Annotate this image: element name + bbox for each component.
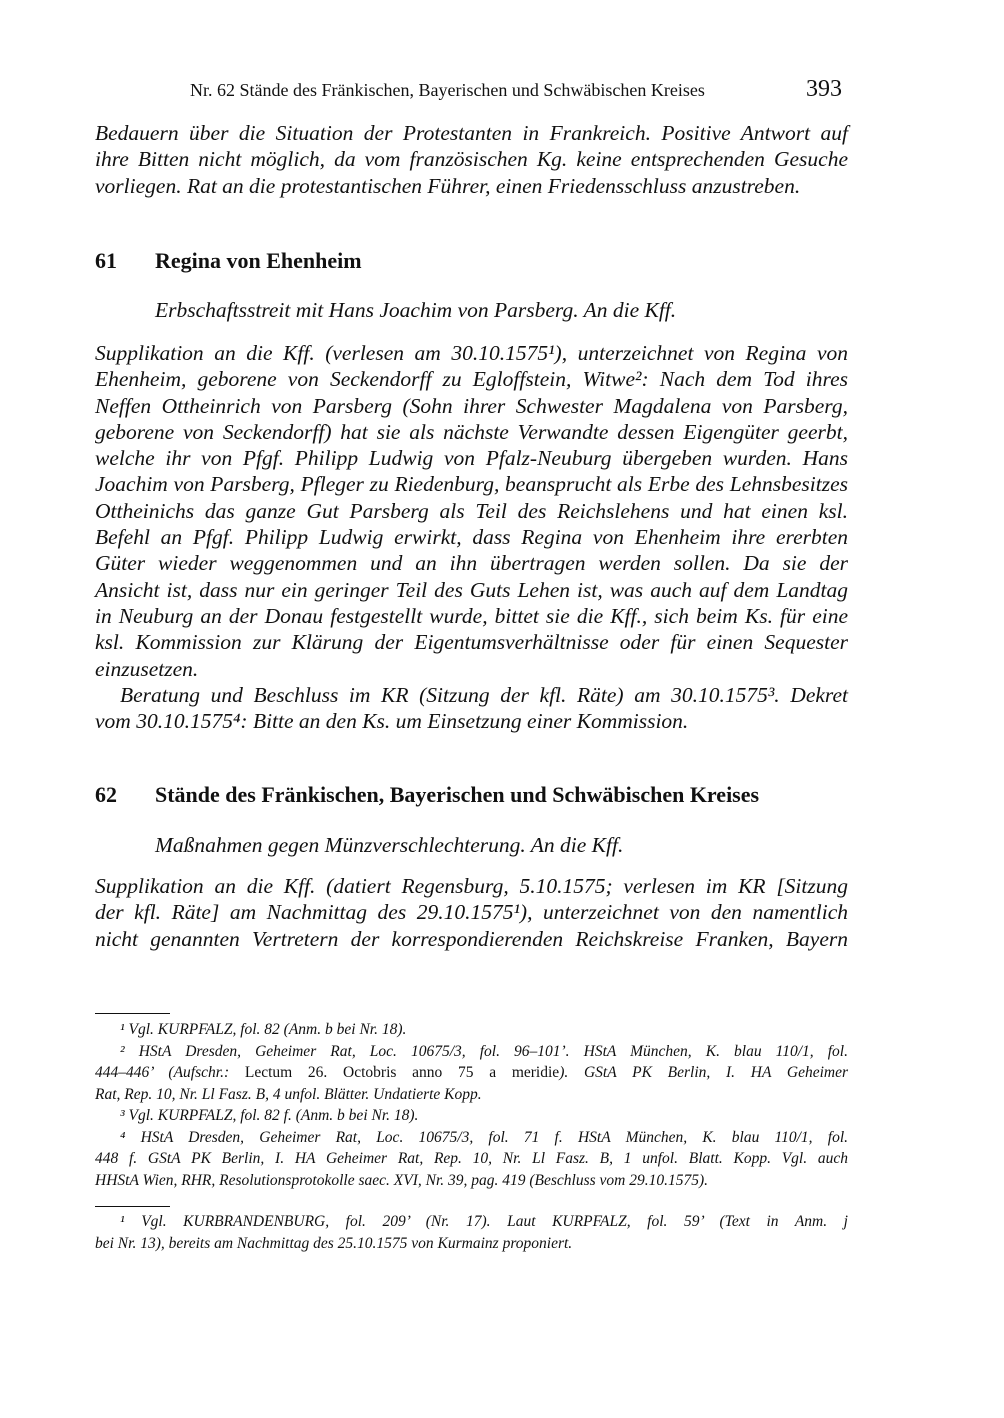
entry-62-body [95, 873, 848, 952]
text-segment: Ansicht ist, dass nur ein geringer Teil des Guts Lehen ist, was auch auf dem Landtag [95, 577, 848, 602]
text-segment: ¹ Vgl. KURPFALZ, fol. 82 (Anm. b bei Nr. 18). [120, 1021, 407, 1038]
footnote-line [95, 1233, 848, 1255]
text-segment: vom 30.10.1575⁴: Bitte an den Ks. um Einsetzung einer Kommission. [95, 709, 689, 734]
text-segment: Supplikation an die Kff. (verlesen am 30.10.1575¹), unterzeichnet von Regina von [95, 341, 848, 365]
text-segment: Güter wieder weggenommen und an ihn übertragen werden sollen. Da sie der [95, 551, 848, 576]
text-segment: geborene von Seckendorff) hat sie als nächste Verwandte dessen Eigengüter geerbt, [95, 419, 848, 444]
text-segment: welche ihr von Pfgf. Philipp Ludwig von Pfalz-Neuburg übergeben wurden. Hans [95, 446, 848, 471]
text-line [95, 524, 848, 550]
text-segment: nicht genannten Vertretern der korrespondierenden Reichskreise Franken, Bayern [95, 926, 848, 951]
text-line [95, 682, 848, 708]
entry-title: Regina von Ehenheim [155, 248, 362, 273]
text-segment: ksl. Kommission zur Klärung der Eigentumsverhältnisse oder für einen Sequester [95, 630, 848, 655]
text-segment: Ehenheim, geborene von Seckendorff zu Egloffstein, Witwe²: Nach dem Tod ihres [95, 367, 848, 392]
text-segment: ² HStA Dresden, Geheimer Rat, Loc. 10675/3, fol. 96–101’. HStA München, K. blau 110/1, fol. [120, 1042, 848, 1060]
footnote-line [95, 1084, 848, 1106]
text-line [95, 173, 848, 199]
text-segment: HHStA Wien, RHR, Resolutionsprotokolle saec. XVI, Nr. 39, pag. 419 (Beschluss vom 29.10.1575). [95, 1171, 709, 1189]
text-line [95, 366, 848, 392]
text-segment: 448 f. GStA PK Berlin, I. HA Geheimer Rat, Rep. 10, Nr. Ll Fasz. B, 1 unfol. Blatt. Kopp. Vgl. auch [95, 1150, 848, 1167]
entry-61-body [95, 340, 848, 682]
entry-62-subtitle: Maßnahmen gegen Münzverschlechterung. An die Kff. [155, 833, 624, 857]
text-line [95, 340, 848, 366]
text-line [95, 471, 848, 497]
footnote-line [95, 1062, 848, 1084]
entry-title: Stände des Fränkischen, Bayerischen und Schwäbischen Kreises [155, 782, 760, 807]
text-line [95, 419, 848, 445]
entry-number: 62 [95, 782, 117, 807]
text-segment: Bedauern über die Situation der Protestanten in Frankreich. Positive Antwort auf [95, 121, 848, 145]
text-segment: 444–446’ (Aufschr.: [95, 1064, 245, 1081]
footnotes-62 [95, 1211, 848, 1254]
text-segment: Joachim von Parsberg, Pfleger zu Riedenburg, beansprucht als Erbe des Lehnsbesitzes [95, 472, 848, 497]
text-segment: ⁴ HStA Dresden, Geheimer Rat, Loc. 10675/3, fol. 71 f. HStA München, K. blau 110/1, fol. [120, 1128, 848, 1146]
text-line [95, 899, 848, 925]
text-line [95, 120, 848, 146]
footnote-line [95, 1211, 848, 1233]
text-line [95, 577, 848, 603]
text-segment: ). GStA PK Berlin, I. HA Geheimer [559, 1064, 848, 1081]
page-number: 393 [806, 76, 842, 102]
text-segment: Ottheinichs das ganze Gut Parsberg als Teil des Reichslehens und hat einen ksl. [95, 498, 848, 523]
text-segment: ¹ Vgl. KURBRANDENBURG, fol. 209’ (Nr. 17). Laut KURPFALZ, fol. 59’ (Text in Anm. j [120, 1213, 848, 1230]
entry-61-heading [95, 248, 362, 274]
roman-quotation: Lectum 26. Octobris anno 75 a meridie [244, 1064, 560, 1081]
text-line [95, 603, 848, 629]
footnote-line [95, 1105, 848, 1127]
text-segment: Supplikation an die Kff. (datiert Regensburg, 5.10.1575; verlesen im KR [Sitzung [95, 874, 848, 898]
text-segment: Befehl an Pfgf. Philipp Ludwig erwirkt, dass Regina von Ehenheim ihre ererbten [95, 525, 848, 550]
text-line [95, 498, 848, 524]
text-line [95, 146, 848, 172]
text-line [95, 708, 848, 734]
footnotes-61 [95, 1019, 848, 1191]
running-header: Nr. 62 Stände des Fränkischen, Bayerischen und Schwäbischen Kreises [190, 80, 705, 100]
text-segment: der kfl. Räte] am Nachmittag des 29.10.1575¹), unterzeichnet von den namentlich [95, 900, 848, 925]
footnote-line [95, 1148, 848, 1170]
text-segment: bei Nr. 13), bereits am Nachmittag des 25.10.1575 von Kurmainz proponiert. [95, 1234, 573, 1252]
text-line [95, 656, 848, 682]
text-line [95, 393, 848, 419]
text-segment: in Neuburg an der Donau festgestellt wurde, bittet sie die Kff., sich beim Ks. für eine [95, 603, 848, 628]
text-line [95, 873, 848, 899]
footnote-line [95, 1127, 848, 1149]
text-line [95, 926, 848, 952]
text-line [95, 550, 848, 576]
entry-number: 61 [95, 248, 117, 273]
footnote-rule [95, 1206, 170, 1207]
entry-61-subtitle: Erbschaftsstreit mit Hans Joachim von Parsberg. An die Kff. [155, 298, 677, 322]
text-segment: Neffen Ottheinrich von Parsberg (Sohn ihrer Schwester Magdalena von Parsberg, [95, 393, 848, 418]
entry-62-heading [95, 782, 759, 808]
text-segment: einzusetzen. [95, 656, 199, 681]
footnote-line [95, 1019, 848, 1041]
text-line [95, 629, 848, 655]
intro-paragraph [95, 120, 848, 199]
text-segment: ihre Bitten nicht möglich, da vom französischen Kg. keine entsprechenden Gesuche [95, 147, 848, 172]
footnote-line [95, 1170, 848, 1192]
text-segment: Beratung und Beschluss im KR (Sitzung der kfl. Räte) am 30.10.1575³. Dekret [120, 683, 848, 707]
text-segment: ³ Vgl. KURPFALZ, fol. 82 f. (Anm. b bei Nr. 18). [120, 1107, 419, 1124]
text-segment: vorliegen. Rat an die protestantischen Führer, einen Friedensschluss anzustreben. [95, 173, 801, 198]
footnote-rule [95, 1013, 170, 1014]
footnote-line [95, 1041, 848, 1063]
entry-61-body-2 [95, 682, 848, 735]
text-segment: Rat, Rep. 10, Nr. Ll Fasz. B, 4 unfol. Blätter. Undatierte Kopp. [95, 1085, 482, 1103]
text-line [95, 445, 848, 471]
